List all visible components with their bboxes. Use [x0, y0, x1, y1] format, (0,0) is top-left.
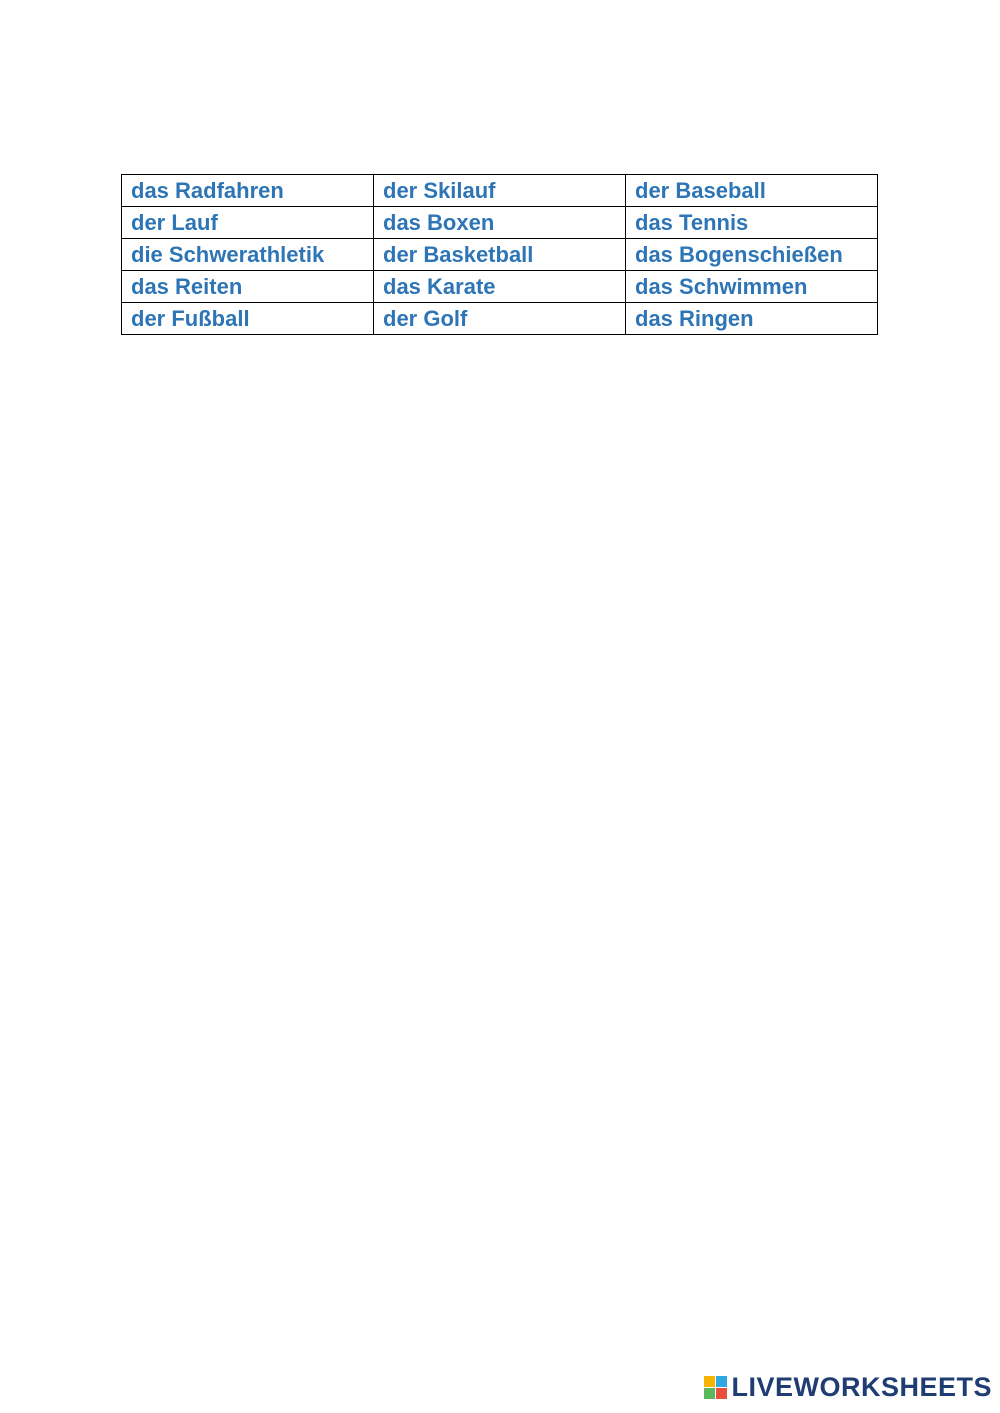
table-cell: das Radfahren — [122, 175, 374, 207]
watermark-text: LIVEWORKSHEETS — [731, 1372, 992, 1402]
table-cell: das Bogenschießen — [626, 239, 878, 271]
table-cell: der Basketball — [374, 239, 626, 271]
logo-block — [704, 1388, 715, 1399]
table-cell: der Baseball — [626, 175, 878, 207]
liveworksheets-watermark — [704, 1372, 992, 1403]
table-cell: das Schwimmen — [626, 271, 878, 303]
table-row — [122, 239, 878, 271]
table-cell: der Skilauf — [374, 175, 626, 207]
liveworksheets-logo-icon — [704, 1376, 727, 1399]
table-cell: der Golf — [374, 303, 626, 335]
logo-block — [716, 1376, 727, 1387]
table-cell: das Karate — [374, 271, 626, 303]
table-row — [122, 175, 878, 207]
table-cell: die Schwerathletik — [122, 239, 374, 271]
table-row — [122, 207, 878, 239]
table-cell: der Lauf — [122, 207, 374, 239]
table-row — [122, 303, 878, 335]
table-cell: der Fußball — [122, 303, 374, 335]
vocabulary-table — [121, 174, 878, 335]
table-cell: das Ringen — [626, 303, 878, 335]
table-cell: das Boxen — [374, 207, 626, 239]
table-cell: das Tennis — [626, 207, 878, 239]
table-cell: das Reiten — [122, 271, 374, 303]
logo-block — [716, 1388, 727, 1399]
logo-block — [704, 1376, 715, 1387]
table-row — [122, 271, 878, 303]
